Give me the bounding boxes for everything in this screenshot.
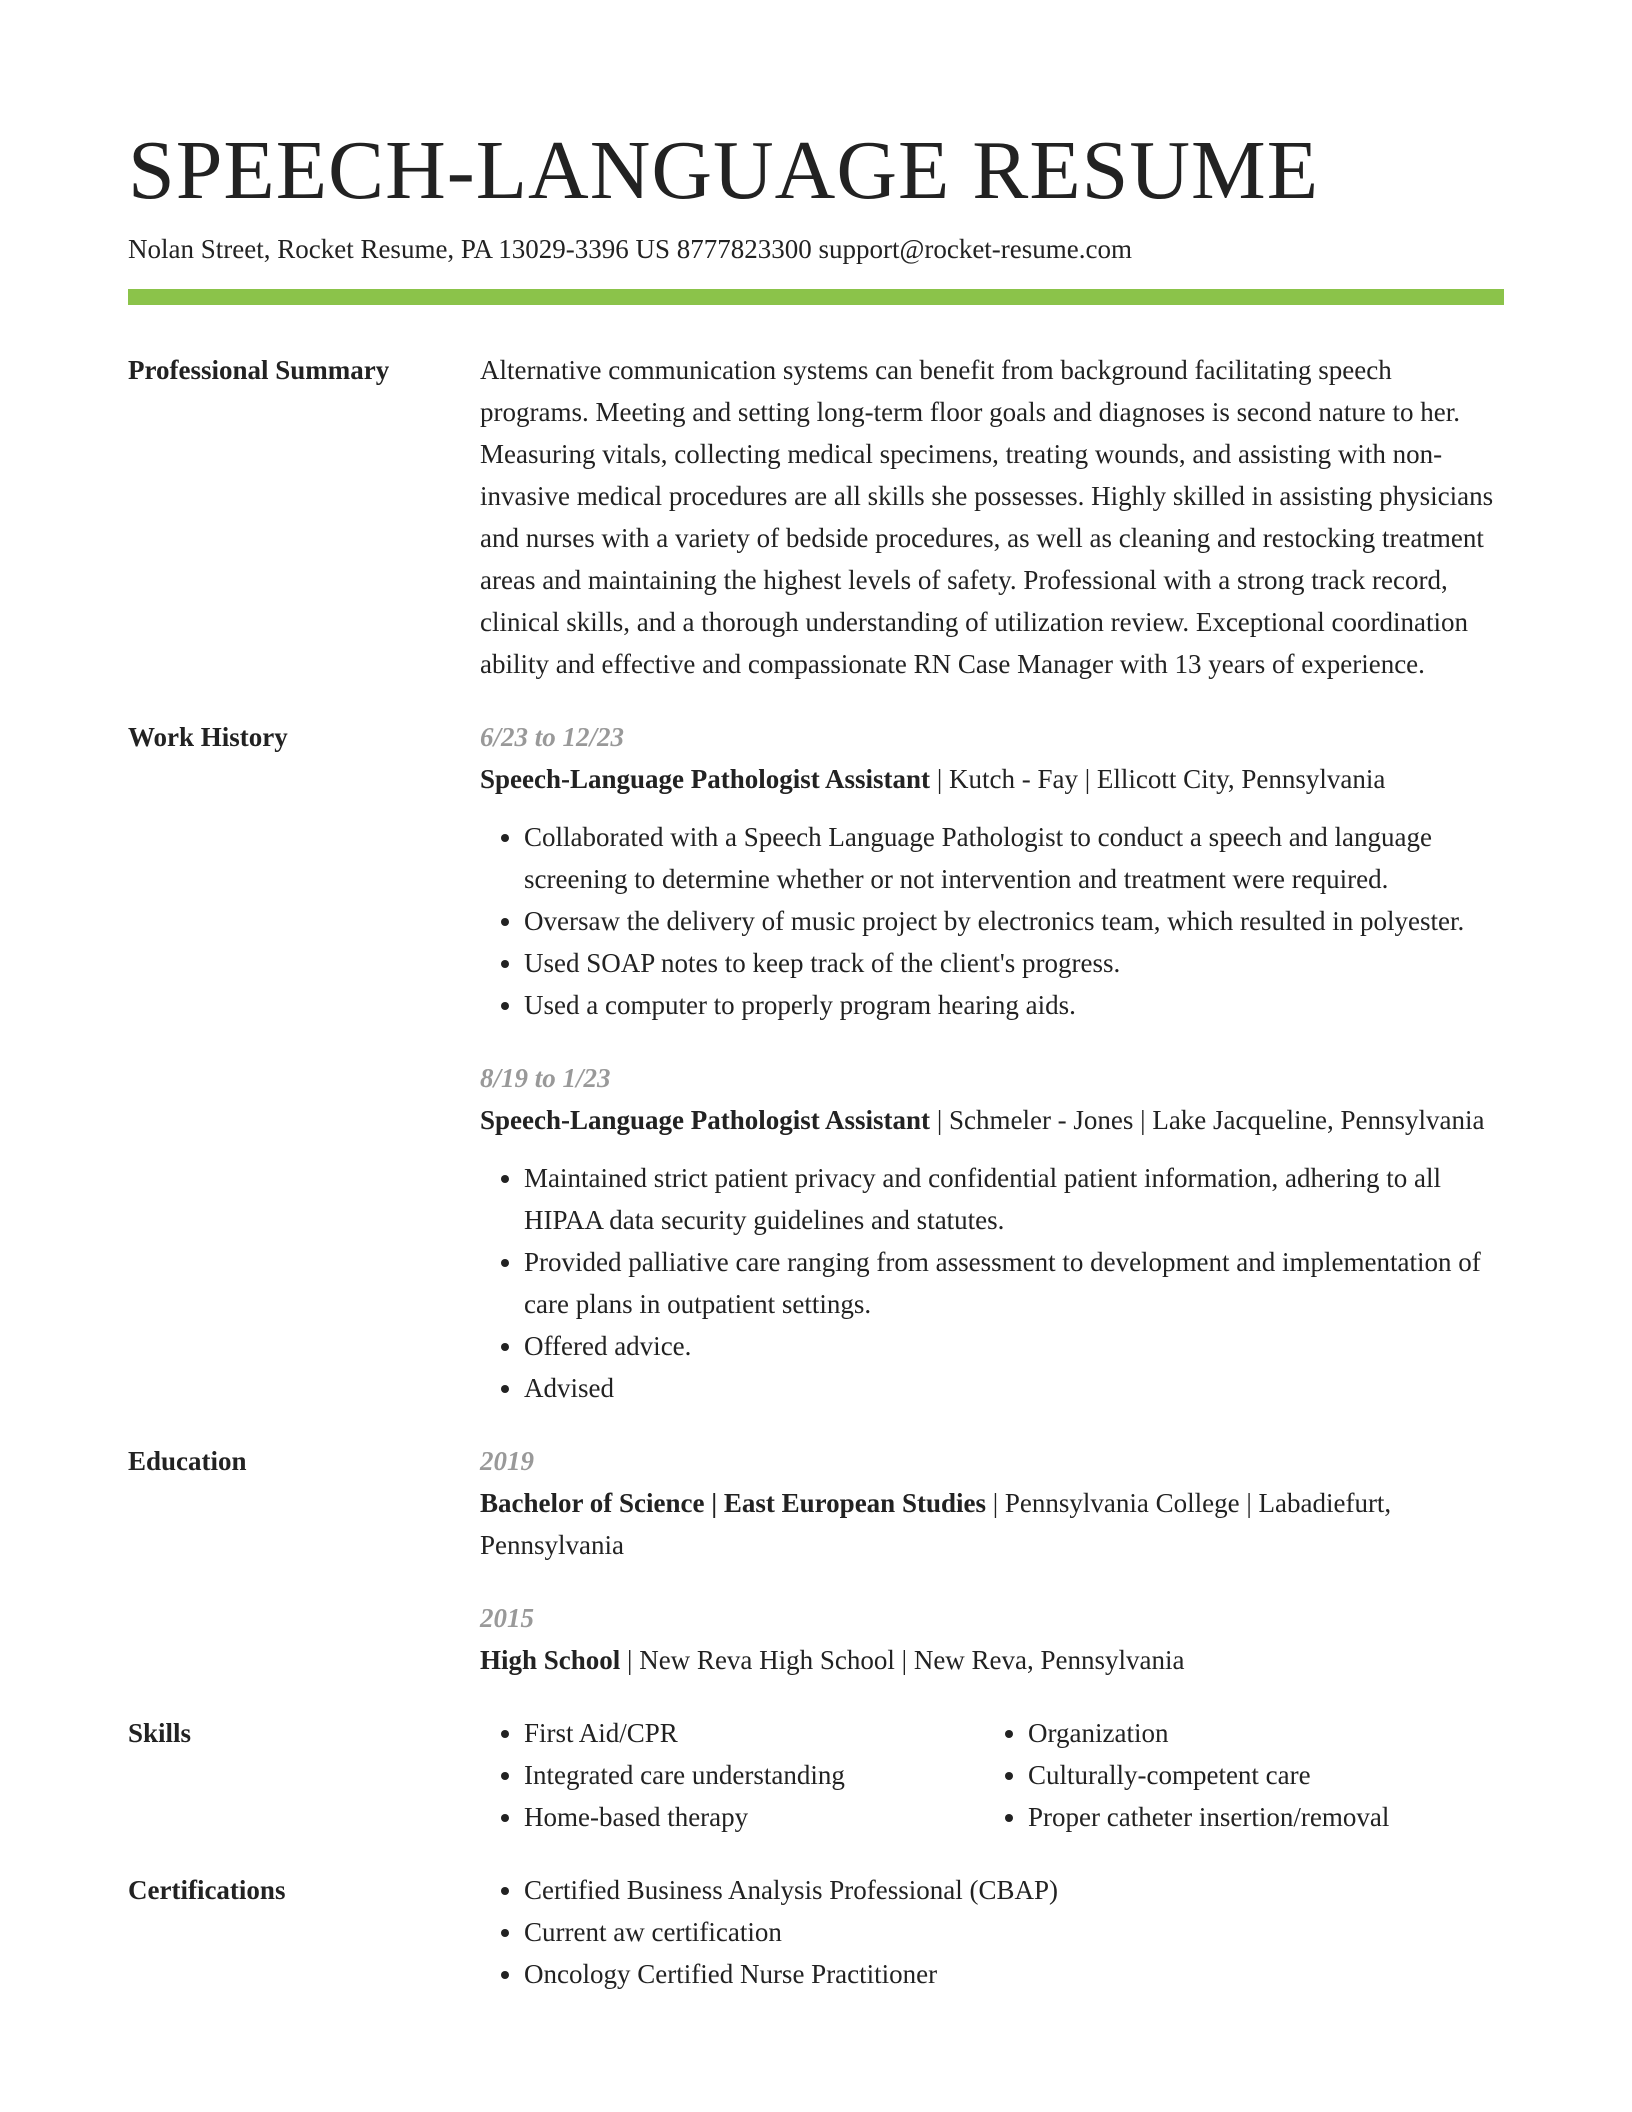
job-bullet: • Offered advice.	[524, 1325, 1504, 1367]
education-heading	[480, 1639, 1504, 1681]
certification-item: • Current aw certification	[524, 1911, 1504, 1953]
job-bullet: • Advised	[524, 1367, 1504, 1409]
skill-item: • Proper catheter insertion/removal	[1028, 1796, 1488, 1838]
skill-item: • Organization	[1028, 1712, 1488, 1754]
education-section	[128, 1440, 1504, 1681]
skill-item: • Home-based therapy	[524, 1796, 984, 1838]
certifications-body	[480, 1869, 1504, 1995]
resume-title: SPEECH-LANGUAGE RESUME	[128, 124, 1320, 217]
job-heading	[480, 1099, 1504, 1141]
degree-title: High School	[480, 1645, 621, 1675]
section-label-summary: Professional Summary	[128, 355, 390, 385]
education-entry	[480, 1440, 1504, 1566]
contact-line: Nolan Street, Rocket Resume, PA 13029-3396 US 8777823300 support@rocket-resume.com	[128, 234, 1132, 264]
education-details: | Pennsylvania College | Labadiefurt, Pennsylvania	[480, 1488, 1392, 1560]
degree-title: Bachelor of Science | East European Studies	[480, 1488, 986, 1518]
summary-section	[128, 349, 1504, 685]
work-history-section	[128, 716, 1504, 1409]
skill-item: • Integrated care understanding	[524, 1754, 984, 1796]
education-date: 2015	[480, 1603, 534, 1633]
job-entry	[480, 716, 1504, 1026]
job-details: | Kutch - Fay | Ellicott City, Pennsylvania	[930, 764, 1386, 794]
education-entry	[480, 1597, 1504, 1681]
section-label-skills: Skills	[128, 1718, 192, 1748]
work-history-body	[480, 716, 1504, 1409]
section-label-education: Education	[128, 1446, 247, 1476]
resume-page	[128, 0, 1504, 1995]
summary-body	[480, 349, 1504, 685]
certification-item: • Certified Business Analysis Professional (CBAP)	[524, 1869, 1504, 1911]
skill-item: • Culturally-competent care	[1028, 1754, 1488, 1796]
skills-list-right	[984, 1712, 1488, 1838]
job-heading	[480, 758, 1504, 800]
education-date: 2019	[480, 1446, 534, 1476]
job-details: | Schmeler - Jones | Lake Jacqueline, Pennsylvania	[930, 1105, 1485, 1135]
summary-text: Alternative communication systems can benefit from background facilitating speech programs. Meeting and setting long-term floor goals and diagnoses is second nature to her. Measuring vitals, collecting medical specimens, treating wounds, and assisting with non-invasive medical procedures are all skills she possesses. Highly skilled in assisting physicians and nurses with a variety of bedside procedures, as well as cleaning and restocking treatment areas and maintaining the highest levels of safety. Professional with a strong track record, clinical skills, and a thorough understanding of utilization review. Exceptional coordination ability and effective and compassionate RN Case Manager with 13 years of experience.	[480, 355, 1494, 679]
certifications-section	[128, 1869, 1504, 1995]
certification-item: • Oncology Certified Nurse Practitioner	[524, 1953, 1504, 1995]
education-details: | New Reva High School | New Reva, Pennsylvania	[620, 1645, 1185, 1675]
skills-body	[480, 1712, 1504, 1838]
job-title: Speech-Language Pathologist Assistant	[480, 764, 931, 794]
accent-divider	[128, 289, 1504, 305]
certifications-list	[480, 1869, 1504, 1995]
skills-columns	[480, 1712, 1504, 1838]
job-bullet: • Used a computer to properly program hearing aids.	[524, 984, 1504, 1026]
job-date: 8/19 to 1/23	[480, 1063, 611, 1093]
skills-list-left	[480, 1712, 984, 1838]
education-body	[480, 1440, 1504, 1681]
section-label-work: Work History	[128, 722, 288, 752]
job-bullet: • Provided palliative care ranging from assessment to development and implementation of care plans in outpatient settings.	[524, 1241, 1504, 1325]
section-label-certifications: Certifications	[128, 1875, 286, 1905]
job-bullet: • Maintained strict patient privacy and confidential patient information, adhering to all HIPAA data security guidelines and statutes.	[524, 1157, 1504, 1241]
education-heading	[480, 1482, 1504, 1566]
job-entry	[480, 1057, 1504, 1409]
job-title: Speech-Language Pathologist Assistant	[480, 1105, 931, 1135]
job-bullets	[480, 816, 1504, 1026]
job-bullet: • Collaborated with a Speech Language Pathologist to conduct a speech and language screening to determine whether or not intervention and treatment were required.	[524, 816, 1504, 900]
skill-item: • First Aid/CPR	[524, 1712, 984, 1754]
skills-section	[128, 1712, 1504, 1838]
job-bullet: • Oversaw the delivery of music project by electronics team, which resulted in polyester.	[524, 900, 1504, 942]
job-date: 6/23 to 12/23	[480, 722, 625, 752]
job-bullet: • Used SOAP notes to keep track of the client's progress.	[524, 942, 1504, 984]
job-bullets	[480, 1157, 1504, 1409]
